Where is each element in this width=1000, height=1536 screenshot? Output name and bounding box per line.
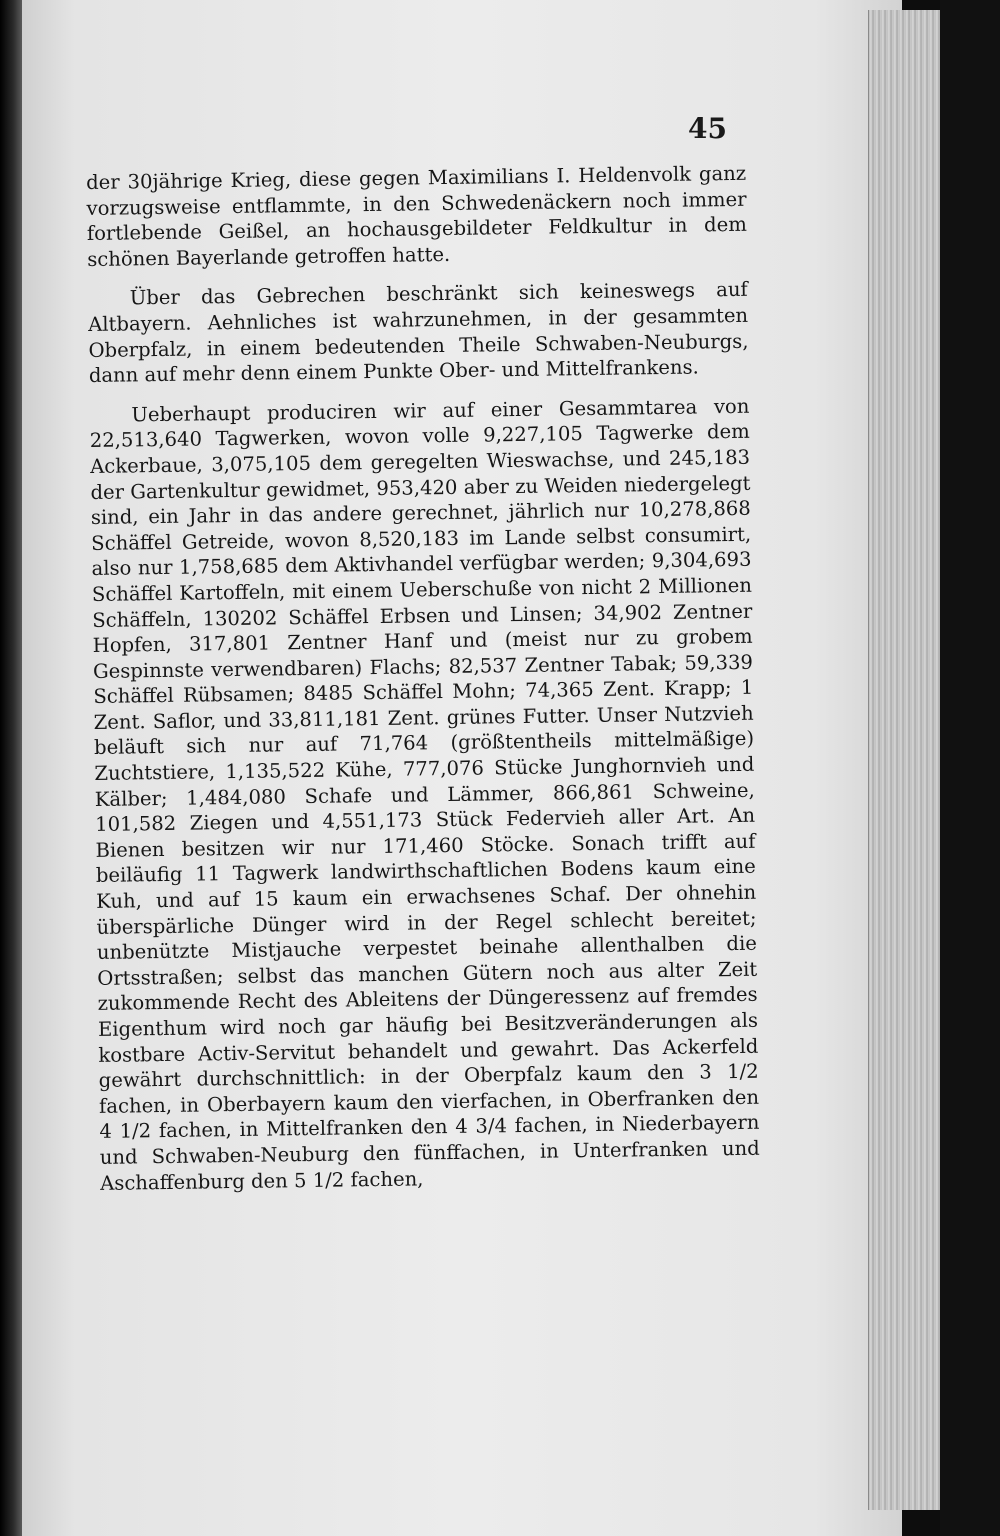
paragraph-continuation: der 30jährige Krieg, diese gegen Maximilians I. Heldenvolk ganz vorzugsweise entflammte, in den Schwedenäckern noch immer fortlebende Geißel, an hochausgebildeter Feldkultur in dem schönen Bayerlande getroffen hatte. xyxy=(86,161,747,271)
background-margin xyxy=(940,0,1000,1536)
paragraph-altbayern: Über das Gebrechen beschränkt sich keineswegs auf Altbayern. Aehnliches ist wahrzunehmen, in der gesammten Oberpfalz, in einem bedeutenden Theile Schwaben-Neuburgs, dann auf mehr denn einem Punkte Ober- und Mittelfrankens. xyxy=(87,278,749,388)
body-text xyxy=(86,161,760,1210)
book-binding-edge xyxy=(0,0,22,1536)
stacked-page-edges xyxy=(868,10,941,1510)
paragraph-statistics: Ueberhaupt produciren wir auf einer Gesammtarea von 22,513,640 Tagwerken, wovon volle 9,227,105 Tagwerke dem Ackerbaue, 3,075,105 dem geregelten Wieswachse, und 245,183 der Gartenkultur gewidmet, 953,420 aber zu Weiden niedergelegt sind, ein Jahr in das andere gerechnet, jährlich nur 10,278,868 Schäffel Getreide, wovon 8,520,183 im Lande selbst consumirt, also nur 1,758,685 dem Aktivhandel verfügbar werden; 9,304,693 Schäffel Kartoffeln, mit einem Ueberschuße von nicht 2 Millionen Schäffeln, 130202 Schäffel Erbsen und Linsen; 34,902 Zentner Hopfen, 317,801 Zentner Hanf und (meist nur zu grobem Gespinnste verwendbaren) Flachs; 82,537 Zentner Tabak; 59,339 Schäffel Rübsamen; 8485 Schäffel Mohn; 74,365 Zent. Krapp; 1 Zent. Saflor, und 33,811,181 Zent. grünes Futter. Unser Nutzvieh beläuft sich nur auf 71,764 (größtentheils mittelmäßige) Zuchtstiere, 1,135,522 Kühe, 777,076 Stücke Junghornvieh und Kälber; 1,484,080 Schafe und Lämmer, 866,861 Schweine, 101,582 Ziegen und 4,551,173 Stück Federvieh aller Art. An Bienen besitzen wir nur 171,460 Stöcke. Sonach trifft auf beiläufig 11 Tagwerk landwirthschaftlichen Bodens kaum eine Kuh, und auf 15 kaum ein erwachsenes Schaf. Der ohnehin überspärliche Dünger wird in der Regel schlecht bereitet; unbenützte Mistjauche verpestet beinahe allenthalben die Ortsstraßen; selbst das manchen Gütern noch aus alter Zeit zukommende Recht des Ableitens der Düngeressenz auf fremdes Eigenthum wird noch gar häufig bei Besitzveränderungen als kostbare Activ-Servitut behandelt und gewahrt. Das Ackerfeld gewährt durchschnittlich: in der Oberpfalz kaum den 3 1/2 fachen, in Oberbayern kaum den vierfachen, in Oberfranken den 4 1/2 fachen, in Mittelfranken den 4 3/4 fachen, in Niederbayern und Schwaben-Neuburg den fünffachen, in Unterfranken und Aschaffenburg den 5 1/2 fachen, xyxy=(89,394,760,1195)
page-number: 45 xyxy=(688,112,727,145)
